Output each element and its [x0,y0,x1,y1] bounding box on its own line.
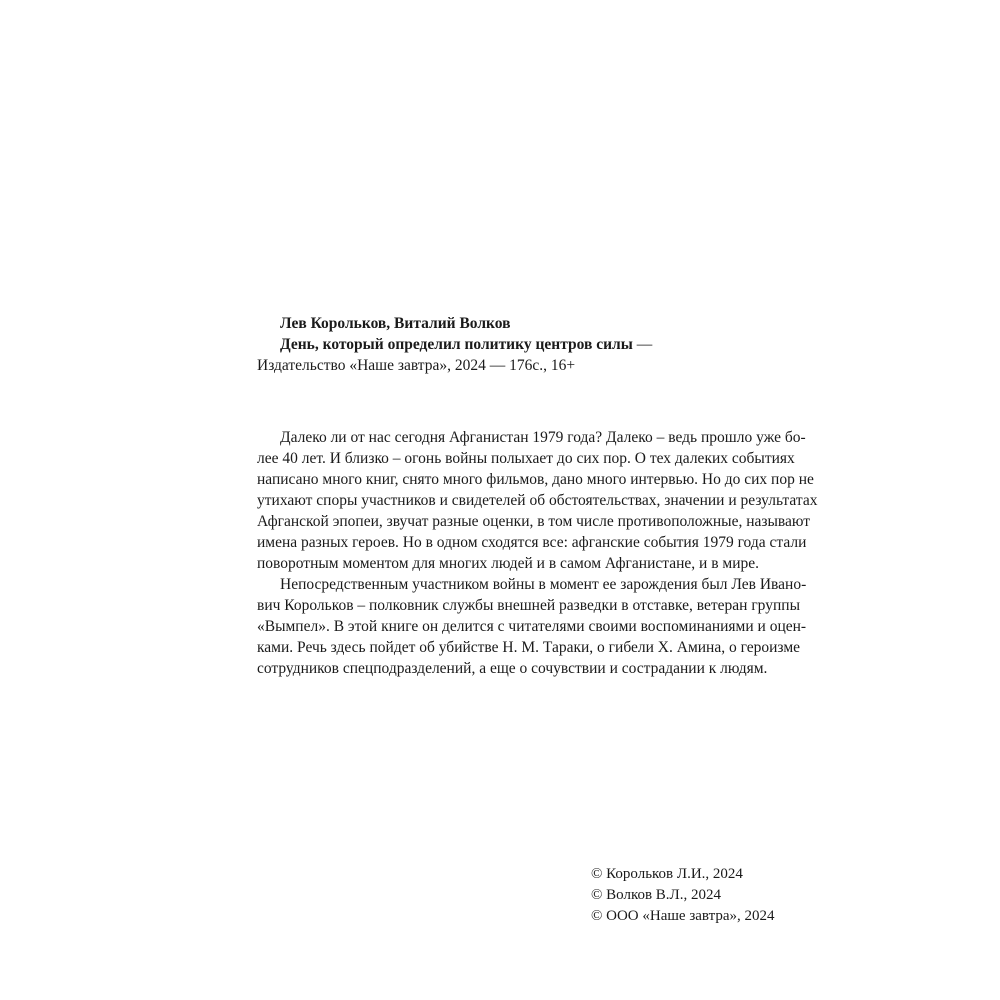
annotation-line: «Вымпел». В этой книге он делится с читателями своими воспоминаниями и оцен- [257,618,807,635]
book-annotation [257,427,818,679]
copyright-block [591,864,851,927]
annotation-line: Непосредственным участником войны в момент ее зарождения был Лев Ивано- [280,576,807,593]
book-title-line [257,334,757,355]
annotation-line: вич Корольков – полковник службы внешней разведки в отставке, ветеран группы [257,597,800,614]
copyright-line: © Волков В.Л., 2024 [591,887,721,903]
annotation-line: Афганской эпопеи, звучат разные оценки, в том числе противоположные, называют [257,513,811,530]
annotation-line: имена разных героев. Но в одном сходятся все: афганские события 1979 года стали [257,534,807,551]
annotation-paragraph-2 [257,574,807,679]
title-dash: — [632,336,653,353]
annotation-line: ками. Речь здесь пойдет об убийстве Н. М. Тараки, о гибели Х. Амина, о героизме [257,639,801,656]
annotation-line: Далеко ли от нас сегодня Афганистан 1979 года? Далеко – ведь прошло уже бо- [280,429,806,446]
book-imprint: Издательство «Наше завтра», 2024 — 176с., 16+ [257,357,576,374]
bibliographic-record [257,313,757,376]
annotation-line: написано много книг, снято много фильмов, дано много интервью. Но до сих пор не [257,471,814,488]
annotation-line: лее 40 лет. И близко – огонь войны полыхает до сих пор. О тех далеких событиях [257,450,795,467]
annotation-line: сотрудников спецподразделений, а еще о сочувствии и сострадании к людям. [257,660,768,677]
book-title: День, который определил политику центров силы [280,336,633,353]
copyright-line: © Корольков Л.И., 2024 [591,866,743,882]
annotation-paragraph-1 [257,427,818,574]
copyright-line: © ООО «Наше завтра», 2024 [591,908,775,924]
annotation-line: утихают споры участников и свидетелей об обстоятельствах, значении и результатах [257,492,818,509]
book-authors: Лев Корольков, Виталий Волков [280,315,511,332]
annotation-line: поворотным моментом для многих людей и в самом Афганистане, и в мире. [257,555,759,572]
